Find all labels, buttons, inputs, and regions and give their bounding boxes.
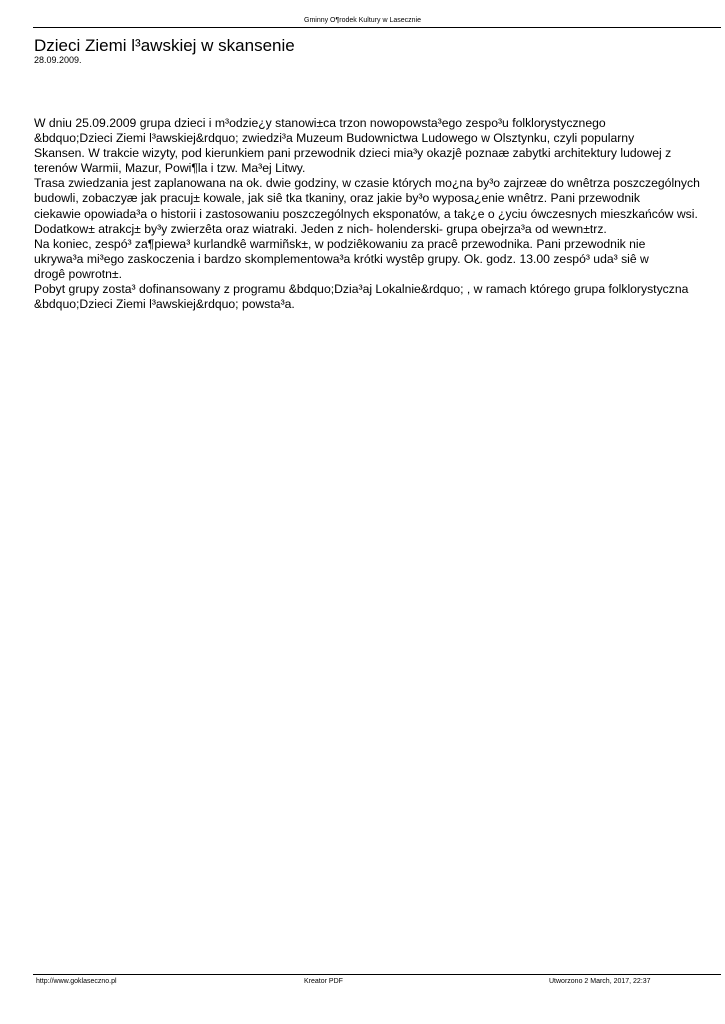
body-line: Trasa zwiedzania jest zaplanowana na ok. dwie godziny, w czasie których mo¿na by³o zajrzeæ do wnêtrza poszczególnych	[34, 176, 700, 191]
footer-creator: Kreator PDF	[304, 978, 343, 985]
body-line: Pobyt grupy zosta³ dofinansowany z programu &bdquo;Dzia³aj Lokalnie&rdquo; , w ramach którego grupa folklorystyczna	[34, 282, 689, 297]
page-header-site-name: Gminny O¶rodek Kultury w Lasecznie	[304, 17, 421, 24]
body-line: Skansen. W trakcie wizyty, pod kierunkiem pani przewodnik dzieci mia³y okazjê poznaæ zabytki architektury ludowej z	[34, 146, 672, 161]
article-date: 28.09.2009.	[34, 55, 82, 65]
body-line: Dodatkow± atrakcj± by³y zwierzêta oraz wiatraki. Jeden z nich- holenderski- grupa obejrza³a od wewn±trz.	[34, 221, 607, 236]
body-line: terenów Warmii, Mazur, Powi¶la i tzw. Ma³ej Litwy.	[34, 161, 306, 176]
footer-site-url[interactable]: http://www.goklaseczno.pl	[36, 978, 117, 985]
header-divider	[33, 27, 721, 28]
body-line: ukrywa³a mi³ego zaskoczenia i bardzo skomplementowa³a krótki wystêp grupy. Ok. godz. 13.00 zespó³ uda³ siê w	[34, 251, 649, 266]
article-title: Dzieci Ziemi l³awskiej w skansenie	[34, 36, 295, 55]
footer-divider	[33, 974, 721, 975]
body-line: ciekawie opowiada³a o historii i zastosowaniu poszczególnych eksponatów, a tak¿e o ¿yciu ówczesnych mieszkańców wsi.	[34, 206, 698, 221]
body-line: &bdquo;Dzieci Ziemi l³awskiej&rdquo; zwiedzi³a Muzeum Budownictwa Ludowego w Olsztynku, czyli popularny	[34, 131, 635, 146]
body-line: Na koniec, zespó³ za¶piewa³ kurlandkê warmiñsk±, w podziêkowaniu za pracê przewodnika. Pani przewodnik nie	[34, 236, 646, 251]
body-line: W dniu 25.09.2009 grupa dzieci i m³odzie¿y stanowi±ca trzon nowopowsta³ego zespo³u folklorystycznego	[34, 116, 606, 130]
body-line: budowli, zobaczyæ jak pracuj± kowale, jak siê tka tkaniny, oraz jakie by³o wyposa¿enie wnêtrz. Pani przewodnik	[34, 191, 640, 206]
body-line: &bdquo;Dzieci Ziemi l³awskiej&rdquo; powsta³a.	[34, 297, 295, 312]
footer-created-date: Utworzono 2 March, 2017, 22:37	[549, 978, 651, 985]
article-body	[34, 116, 706, 312]
body-line: drogê powrotn±.	[34, 266, 122, 281]
